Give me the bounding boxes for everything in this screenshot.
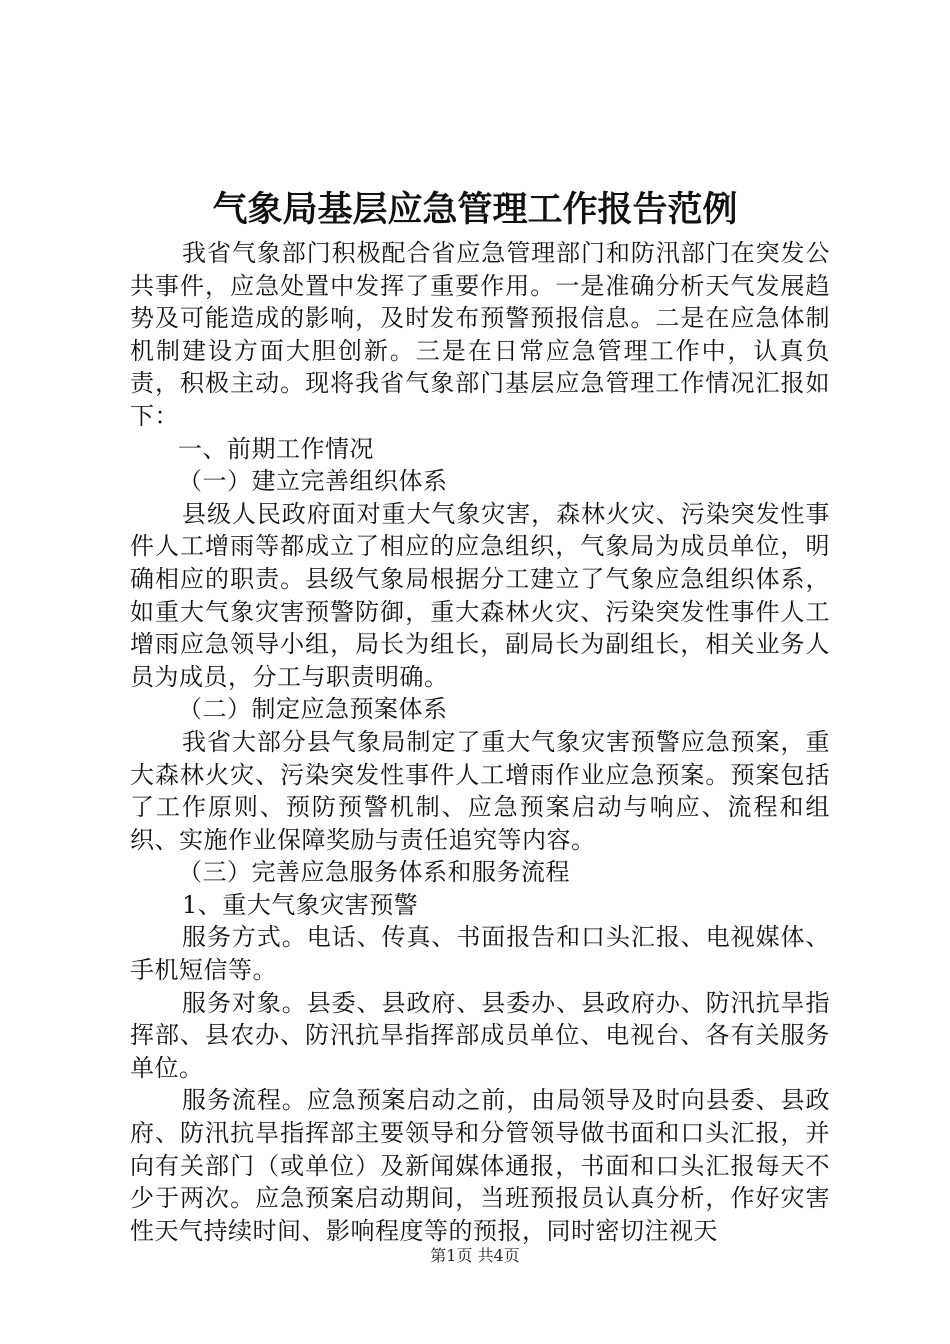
body-paragraph: 服务对象。县委、县政府、县委办、县政府办、防汛抗旱指挥部、县农办、防汛抗旱指挥部成员单位、电视台、各有关服务单位。: [130, 988, 830, 1082]
body-paragraph: 县级人民政府面对重大气象灾害，森林火灾、污染突发性事件人工增雨等都成立了相应的应急组织，气象局为成员单位，明确相应的职责。县级气象局根据分工建立了气象应急组织体系，如重大气象灾害预警防御，重大森林火灾、污染突发性事件人工增雨应急领导小组，局长为组长，副局长为副组长，相关业务人员为成员，分工与职责明确。: [130, 499, 830, 691]
subsection-heading: （一）建立完善组织体系: [178, 467, 448, 496]
item-heading: 1、重大气象灾害预警: [182, 890, 419, 919]
document-title: 气象局基层应急管理工作报告范例: [212, 189, 738, 230]
subsection-heading: （三）完善应急服务体系和服务流程: [178, 858, 570, 887]
body-paragraph: 我省大部分县气象局制定了重大气象灾害预警应急预案，重大森林火灾、污染突发性事件人工增雨作业应急预案。预案包括了工作原则、预防预警机制、应急预案启动与响应、流程和组织、实施作业保障奖励与责任追究等内容。: [130, 727, 830, 854]
body-paragraph: 服务流程。应急预案启动之前，由局领导及时向县委、县政府、防汛抗旱指挥部主要领导和分管领导做书面和口头汇报，并向有关部门（或单位）及新闻媒体通报，书面和口头汇报每天不少于两次。应急预案启动期间，当班预报员认真分析，作好灾害性天气持续时间、影响程度等的预报，同时密切注视天: [130, 1086, 830, 1245]
document-body: [130, 237, 830, 1247]
section-heading: 一、前期工作情况: [178, 434, 374, 463]
intro-paragraph: 我省气象部门积极配合省应急管理部门和防汛部门在突发公共事件，应急处置中发挥了重要作用。一是准确分析天气发展趋势及可能造成的影响，及时发布预警预报信息。二是在应急体制机制建设方面大胆创新。三是在日常应急管理工作中，认真负责，积极主动。现将我省气象部门基层应急管理工作情况汇报如下：: [130, 239, 830, 430]
body-paragraph: 服务方式。电话、传真、书面报告和口头汇报、电视媒体、手机短信等。: [130, 923, 830, 985]
page-footer: 第1页 共4页: [430, 1246, 520, 1265]
subsection-heading: （二）制定应急预案体系: [178, 695, 448, 724]
